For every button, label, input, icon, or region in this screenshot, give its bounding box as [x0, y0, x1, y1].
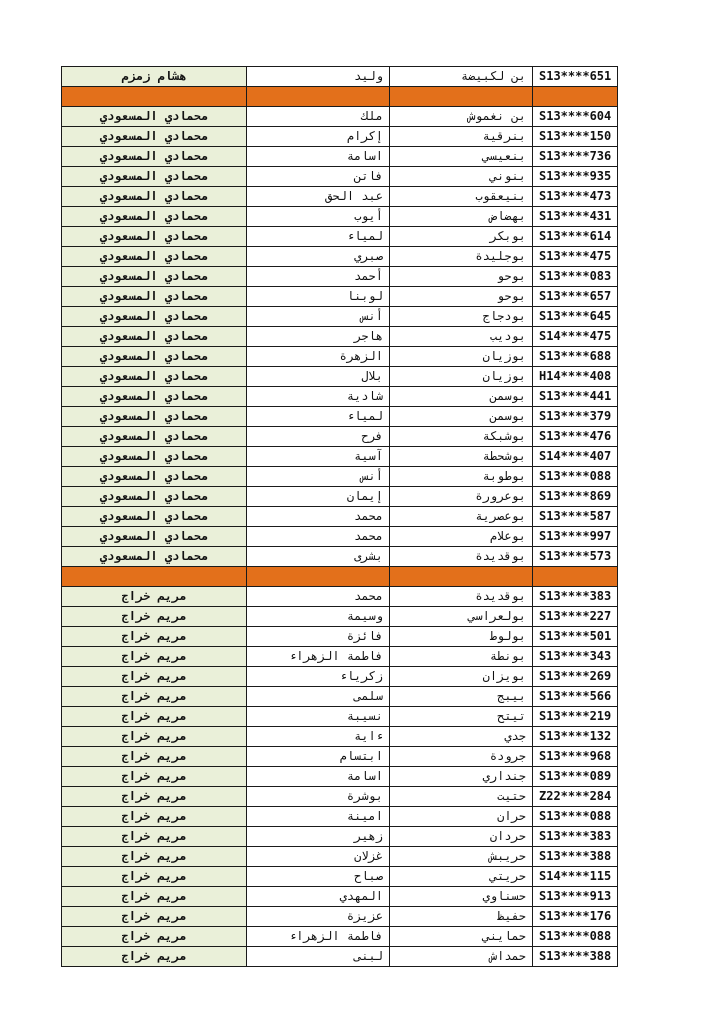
student-id-cell: S13****176 [533, 907, 618, 927]
separator-cell [247, 87, 390, 107]
supervisor-cell: محمادي المسعودي [62, 467, 247, 487]
student-id-cell: S13****645 [533, 307, 618, 327]
first-name-cell: اسامة [247, 147, 390, 167]
student-id-cell: S13****089 [533, 767, 618, 787]
last-name-cell: حران [390, 807, 533, 827]
table-row [62, 527, 618, 547]
last-name-cell: بوشحطة [390, 447, 533, 467]
student-id-cell: S13****388 [533, 947, 618, 967]
student-id-cell: S13****657 [533, 287, 618, 307]
supervisor-cell: محمادي المسعودي [62, 167, 247, 187]
last-name-cell: حردان [390, 827, 533, 847]
supervisor-cell: مريم خراج [62, 587, 247, 607]
table-row [62, 587, 618, 607]
supervisor-cell: محمادي المسعودي [62, 267, 247, 287]
table-row [62, 307, 618, 327]
first-name-cell: فاتن [247, 167, 390, 187]
last-name-cell: جنداري [390, 767, 533, 787]
last-name-cell: بوزيان [390, 347, 533, 367]
last-name-cell: حمايني [390, 927, 533, 947]
student-id-cell: S13****913 [533, 887, 618, 907]
separator-cell [390, 567, 533, 587]
first-name-cell: آسية [247, 447, 390, 467]
last-name-cell: حفيظ [390, 907, 533, 927]
supervisor-cell: محمادي المسعودي [62, 207, 247, 227]
table-row [62, 647, 618, 667]
first-name-cell: محمد [247, 587, 390, 607]
last-name-cell: بنرقية [390, 127, 533, 147]
supervisor-cell: مريم خراج [62, 767, 247, 787]
student-id-cell: S13****473 [533, 187, 618, 207]
first-name-cell: المهدي [247, 887, 390, 907]
supervisor-cell: محمادي المسعودي [62, 507, 247, 527]
last-name-cell: جرودة [390, 747, 533, 767]
table-row [62, 167, 618, 187]
table-row [62, 867, 618, 887]
first-name-cell: صباح [247, 867, 390, 887]
student-id-cell: S14****115 [533, 867, 618, 887]
table-row [62, 67, 618, 87]
table-row [62, 407, 618, 427]
supervisor-cell: مريم خراج [62, 867, 247, 887]
table-row [62, 347, 618, 367]
last-name-cell: بوعرورة [390, 487, 533, 507]
first-name-cell: سلمى [247, 687, 390, 707]
first-name-cell: صبري [247, 247, 390, 267]
supervisor-cell: مريم خراج [62, 807, 247, 827]
last-name-cell: حمداش [390, 947, 533, 967]
table-row [62, 687, 618, 707]
supervisor-cell: محمادي المسعودي [62, 447, 247, 467]
table-row [62, 787, 618, 807]
first-name-cell: إيمان [247, 487, 390, 507]
separator-cell [533, 567, 618, 587]
student-id-cell: S13****688 [533, 347, 618, 367]
first-name-cell: عزيزة [247, 907, 390, 927]
last-name-cell: تيتح [390, 707, 533, 727]
student-id-cell: S13****132 [533, 727, 618, 747]
first-name-cell: ءاية [247, 727, 390, 747]
student-id-cell: S13****441 [533, 387, 618, 407]
student-id-cell: S14****475 [533, 327, 618, 347]
student-id-cell: S13****343 [533, 647, 618, 667]
first-name-cell: هاجر [247, 327, 390, 347]
last-name-cell: بوطوبة [390, 467, 533, 487]
student-id-cell: S13****587 [533, 507, 618, 527]
last-name-cell: بوقديدة [390, 587, 533, 607]
student-id-cell: S13****383 [533, 587, 618, 607]
supervisor-cell: محمادي المسعودي [62, 487, 247, 507]
supervisor-cell: مريم خراج [62, 927, 247, 947]
supervisor-cell: مريم خراج [62, 727, 247, 747]
first-name-cell: نسيبة [247, 707, 390, 727]
table-row [62, 207, 618, 227]
supervisor-cell: محمادي المسعودي [62, 287, 247, 307]
supervisor-cell: مريم خراج [62, 907, 247, 927]
last-name-cell: بوحو [390, 287, 533, 307]
first-name-cell: لمياء [247, 227, 390, 247]
supervisor-cell: محمادي المسعودي [62, 527, 247, 547]
student-id-cell: S13****088 [533, 807, 618, 827]
student-id-cell: S13****227 [533, 607, 618, 627]
student-id-cell: S13****935 [533, 167, 618, 187]
first-name-cell: لبنى [247, 947, 390, 967]
last-name-cell: بوزيان [390, 367, 533, 387]
table-row [62, 367, 618, 387]
table-row [62, 927, 618, 947]
first-name-cell: أيوب [247, 207, 390, 227]
first-name-cell: محمد [247, 527, 390, 547]
supervisor-cell: مريم خراج [62, 667, 247, 687]
table-row [62, 907, 618, 927]
student-id-cell: S13****475 [533, 247, 618, 267]
student-id-cell: S13****088 [533, 467, 618, 487]
last-name-cell: بوسمن [390, 387, 533, 407]
table-row [62, 427, 618, 447]
supervisor-cell: محمادي المسعودي [62, 547, 247, 567]
first-name-cell: زهير [247, 827, 390, 847]
supervisor-cell: مريم خراج [62, 947, 247, 967]
table-row [62, 267, 618, 287]
student-id-cell: H14****408 [533, 367, 618, 387]
table-row [62, 887, 618, 907]
last-name-cell: بولعراسي [390, 607, 533, 627]
student-id-cell: S13****150 [533, 127, 618, 147]
student-id-cell: S13****083 [533, 267, 618, 287]
supervisor-cell: مريم خراج [62, 707, 247, 727]
first-name-cell: زكرياء [247, 667, 390, 687]
student-roster-table [61, 66, 618, 967]
first-name-cell: أنس [247, 307, 390, 327]
last-name-cell: بونطة [390, 647, 533, 667]
student-id-cell: S13****614 [533, 227, 618, 247]
group-separator [62, 567, 618, 587]
table-row [62, 747, 618, 767]
first-name-cell: غزلان [247, 847, 390, 867]
table-row [62, 107, 618, 127]
student-id-cell: S13****566 [533, 687, 618, 707]
first-name-cell: فاطمة الزهراء [247, 647, 390, 667]
table-row [62, 147, 618, 167]
student-id-cell: Z22****284 [533, 787, 618, 807]
supervisor-cell: محمادي المسعودي [62, 347, 247, 367]
last-name-cell: بيبج [390, 687, 533, 707]
supervisor-cell: محمادي المسعودي [62, 147, 247, 167]
last-name-cell: بوجليدة [390, 247, 533, 267]
table-row [62, 467, 618, 487]
supervisor-cell: مريم خراج [62, 687, 247, 707]
separator-cell [533, 87, 618, 107]
first-name-cell: بلال [247, 367, 390, 387]
last-name-cell: بن نغموش [390, 107, 533, 127]
supervisor-cell: محمادي المسعودي [62, 227, 247, 247]
table-row [62, 667, 618, 687]
first-name-cell: فائزة [247, 627, 390, 647]
first-name-cell: بوشرة [247, 787, 390, 807]
last-name-cell: بوديب [390, 327, 533, 347]
table-row [62, 847, 618, 867]
last-name-cell: بنعيسي [390, 147, 533, 167]
separator-cell [390, 87, 533, 107]
student-id-cell: S13****968 [533, 747, 618, 767]
first-name-cell: الزهرة [247, 347, 390, 367]
last-name-cell: حسناوي [390, 887, 533, 907]
table-row [62, 487, 618, 507]
table-row [62, 227, 618, 247]
first-name-cell: بشرى [247, 547, 390, 567]
student-id-cell: S13****088 [533, 927, 618, 947]
table-row [62, 807, 618, 827]
supervisor-cell: محمادي المسعودي [62, 407, 247, 427]
last-name-cell: حريتي [390, 867, 533, 887]
table-row [62, 447, 618, 467]
group-separator [62, 87, 618, 107]
table-row [62, 947, 618, 967]
table-row [62, 287, 618, 307]
last-name-cell: بويزان [390, 667, 533, 687]
last-name-cell: جدي [390, 727, 533, 747]
separator-cell [247, 567, 390, 587]
supervisor-cell: مريم خراج [62, 627, 247, 647]
separator-cell [62, 567, 247, 587]
first-name-cell: محمد [247, 507, 390, 527]
student-id-cell: S13****219 [533, 707, 618, 727]
student-id-cell: S13****269 [533, 667, 618, 687]
last-name-cell: بنيعقوب [390, 187, 533, 207]
last-name-cell: بوسمن [390, 407, 533, 427]
first-name-cell: امينة [247, 807, 390, 827]
first-name-cell: فرح [247, 427, 390, 447]
supervisor-cell: محمادي المسعودي [62, 327, 247, 347]
supervisor-cell: مريم خراج [62, 827, 247, 847]
first-name-cell: فاطمة الزهراء [247, 927, 390, 947]
supervisor-cell: مريم خراج [62, 747, 247, 767]
supervisor-cell: مريم خراج [62, 887, 247, 907]
last-name-cell: بولوط [390, 627, 533, 647]
student-id-cell: S13****869 [533, 487, 618, 507]
supervisor-cell: محمادي المسعودي [62, 107, 247, 127]
last-name-cell: بوقديدة [390, 547, 533, 567]
first-name-cell: أنس [247, 467, 390, 487]
last-name-cell: بوعلام [390, 527, 533, 547]
last-name-cell: بهضاض [390, 207, 533, 227]
first-name-cell: أحمد [247, 267, 390, 287]
first-name-cell: وسيمة [247, 607, 390, 627]
student-id-cell: S13****736 [533, 147, 618, 167]
table-row [62, 127, 618, 147]
student-id-cell: S13****501 [533, 627, 618, 647]
last-name-cell: حتيت [390, 787, 533, 807]
first-name-cell: لمياء [247, 407, 390, 427]
student-id-cell: S13****431 [533, 207, 618, 227]
table-row [62, 827, 618, 847]
last-name-cell: بودجاج [390, 307, 533, 327]
separator-cell [62, 87, 247, 107]
supervisor-cell: محمادي المسعودي [62, 127, 247, 147]
student-id-cell: S13****651 [533, 67, 618, 87]
supervisor-cell: هشام زمزم [62, 67, 247, 87]
first-name-cell: لوبنا [247, 287, 390, 307]
student-id-cell: S13****997 [533, 527, 618, 547]
first-name-cell: ابتسام [247, 747, 390, 767]
table-row [62, 327, 618, 347]
student-id-cell: S13****573 [533, 547, 618, 567]
supervisor-cell: محمادي المسعودي [62, 187, 247, 207]
last-name-cell: بنوني [390, 167, 533, 187]
roster-body [62, 67, 618, 967]
first-name-cell: ملك [247, 107, 390, 127]
last-name-cell: بوبكر [390, 227, 533, 247]
student-id-cell: S13****383 [533, 827, 618, 847]
table-row [62, 727, 618, 747]
last-name-cell: حريبش [390, 847, 533, 867]
first-name-cell: شادية [247, 387, 390, 407]
supervisor-cell: مريم خراج [62, 787, 247, 807]
last-name-cell: بوعصرية [390, 507, 533, 527]
first-name-cell: عبد الحق [247, 187, 390, 207]
table-row [62, 387, 618, 407]
student-id-cell: S13****604 [533, 107, 618, 127]
first-name-cell: وليد [247, 67, 390, 87]
student-id-cell: S13****379 [533, 407, 618, 427]
last-name-cell: بوشبكة [390, 427, 533, 447]
student-id-cell: S13****476 [533, 427, 618, 447]
student-id-cell: S13****388 [533, 847, 618, 867]
supervisor-cell: محمادي المسعودي [62, 307, 247, 327]
supervisor-cell: محمادي المسعودي [62, 367, 247, 387]
table-row [62, 507, 618, 527]
supervisor-cell: مريم خراج [62, 847, 247, 867]
table-row [62, 607, 618, 627]
first-name-cell: اسامة [247, 767, 390, 787]
supervisor-cell: محمادي المسعودي [62, 247, 247, 267]
table-row [62, 627, 618, 647]
last-name-cell: بن لكبيضة [390, 67, 533, 87]
supervisor-cell: مريم خراج [62, 607, 247, 627]
table-row [62, 547, 618, 567]
supervisor-cell: مريم خراج [62, 647, 247, 667]
student-id-cell: S14****407 [533, 447, 618, 467]
table-row [62, 707, 618, 727]
first-name-cell: إكرام [247, 127, 390, 147]
table-row [62, 767, 618, 787]
supervisor-cell: محمادي المسعودي [62, 387, 247, 407]
table-row [62, 187, 618, 207]
supervisor-cell: محمادي المسعودي [62, 427, 247, 447]
table-row [62, 247, 618, 267]
last-name-cell: بوحو [390, 267, 533, 287]
